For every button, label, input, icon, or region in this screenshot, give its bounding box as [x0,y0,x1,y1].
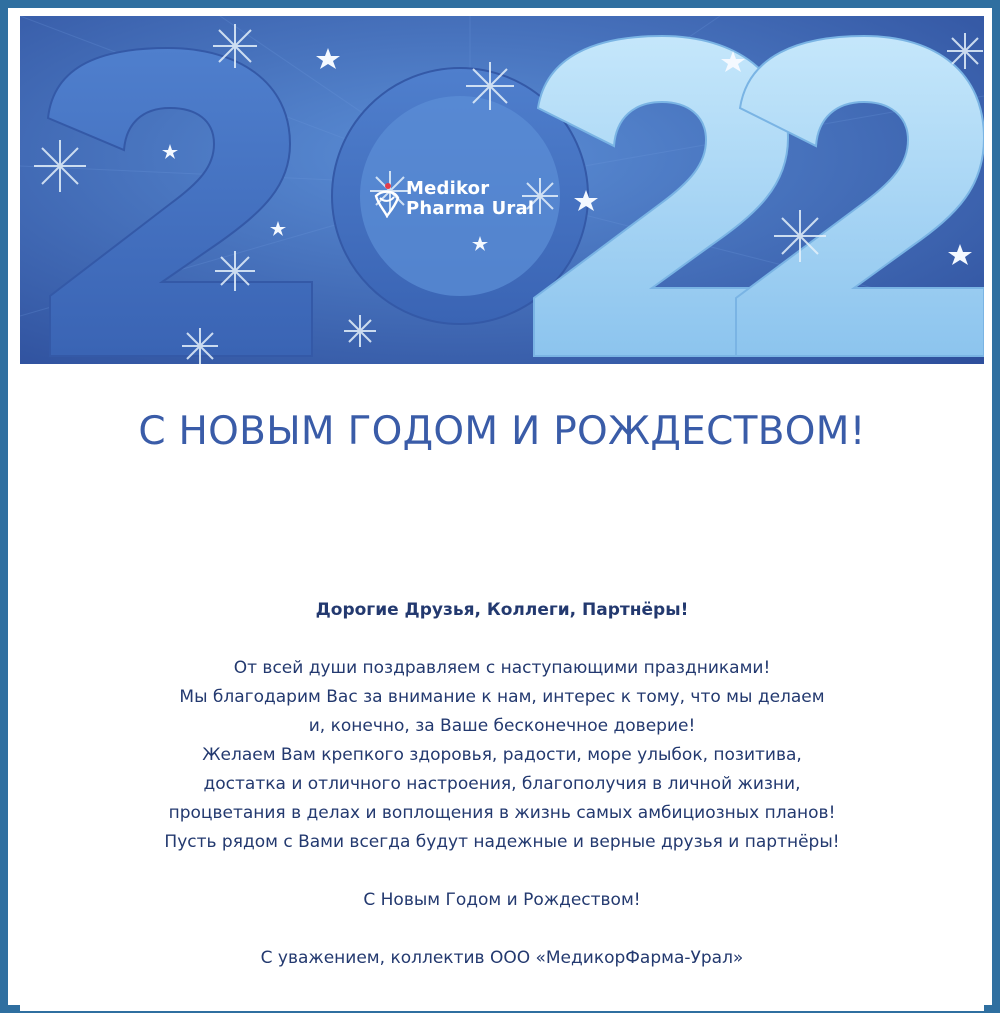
letter-line: достатка и отличного настроения, благополучия в личной жизни, [203,774,801,794]
letter-line: и, конечно, за Ваше бесконечное доверие! [308,716,696,736]
header-banner [20,16,984,364]
letter-line: От всей души поздравляем с наступающими праздниками! [233,658,771,678]
logo-text-line1: Medikor [406,178,490,199]
letter-line: Желаем Вам крепкого здоровья, радости, море улыбок, позитива, [202,745,802,765]
letter-line: процветания в делах и воплощения в жизнь самых амбициозных планов! [168,803,836,823]
greeting-letter [20,596,984,973]
letter-greeting: Дорогие Друзья, Коллеги, Партнёры! [315,600,689,620]
logo-mark-icon [372,182,402,218]
letter-line: Пусть рядом с Вами всегда будут надежные и верные друзья и партнёры! [164,832,840,852]
company-logo [372,174,562,226]
letter-signature: С уважением, коллектив ООО «МедикорФарма-Урал» [260,948,744,968]
letter-line: Мы благодарим Вас за внимание к нам, интерес к тому, что мы делаем [179,687,825,707]
logo-text-line2: Pharma Ural [406,198,535,219]
page-title: С НОВЫМ ГОДОМ И РОЖДЕСТВОМ! [138,409,866,454]
card [20,16,984,1011]
letter-closing: С Новым Годом и Рождеством! [363,890,641,910]
